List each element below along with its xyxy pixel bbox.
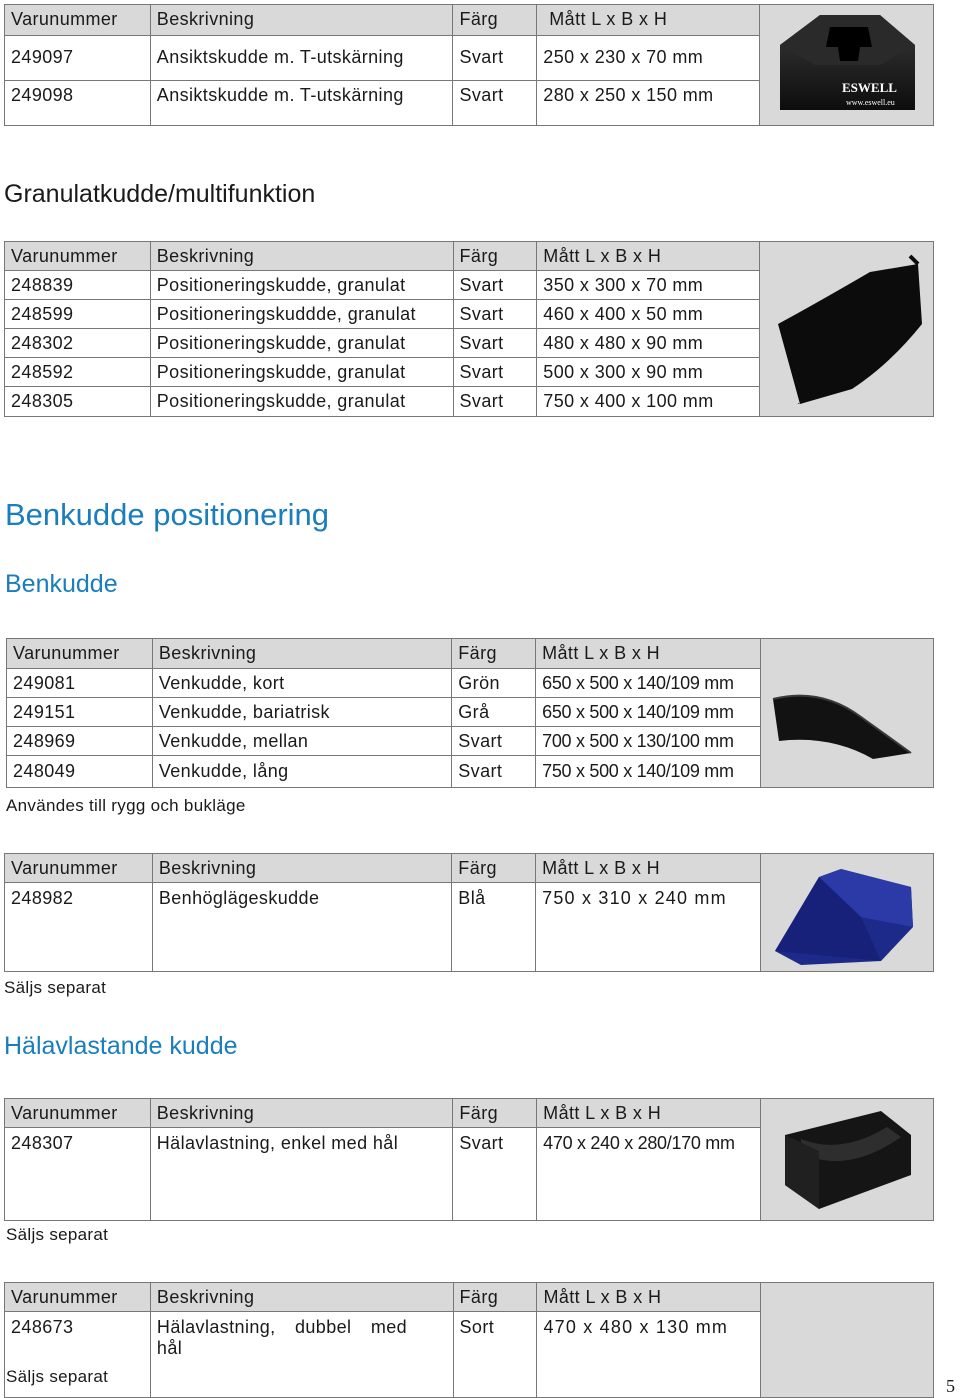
cell-nr: 248969 — [7, 727, 153, 756]
face-image-brand: ESWELL — [842, 80, 897, 95]
granulat-image-cell — [759, 242, 933, 417]
cell-nr: 249081 — [7, 669, 153, 698]
cell-desc: Venkudde, lång — [152, 756, 451, 788]
cell-desc: Positioneringskudde, granulat — [150, 329, 453, 358]
cell-desc: Benhöglägeskudde — [152, 883, 451, 972]
cell-color: Svart — [453, 329, 537, 358]
col-header-nr: Varunummer — [5, 242, 151, 271]
col-header-desc: Beskrivning — [150, 5, 453, 36]
cell-size: 460 x 400 x 50 mm — [537, 300, 760, 329]
cell-desc: Venkudde, kort — [152, 669, 451, 698]
cell-nr: 248599 — [5, 300, 151, 329]
table-header-row — [5, 854, 934, 883]
cell-nr: 248302 — [5, 329, 151, 358]
granulat-table — [4, 241, 934, 417]
cell-nr: 249097 — [5, 35, 151, 80]
col-header-desc: Beskrivning — [150, 1099, 453, 1128]
col-header-desc: Beskrivning — [152, 854, 451, 883]
cell-size: 280 x 250 x 150 mm — [537, 80, 760, 125]
cell-color: Svart — [453, 271, 537, 300]
hal2-note: Säljs separat — [6, 1367, 112, 1387]
cell-size: 750 x 400 x 100 mm — [537, 387, 760, 417]
cell-nr: 248839 — [5, 271, 151, 300]
section-title-granulat: Granulatkudde/multifunktion — [4, 180, 316, 208]
benhog-table — [4, 853, 934, 972]
col-header-desc: Beskrivning — [152, 639, 451, 669]
cell-desc: Hälavlastning, enkel med hål — [150, 1128, 453, 1221]
col-header-desc: Beskrivning — [150, 1283, 453, 1312]
cell-size: 470 x 240 x 280/170 mm — [537, 1128, 761, 1221]
cell-color: Blå — [452, 883, 536, 972]
table-header-row — [5, 1283, 934, 1312]
benkudde-table — [6, 638, 934, 788]
cell-desc: Ansiktskudde m. T-utskärning — [150, 35, 453, 80]
col-header-size: Mått L x B x H — [537, 242, 760, 271]
benhog-note: Säljs separat — [4, 978, 107, 997]
cell-size: 500 x 300 x 90 mm — [537, 358, 760, 387]
section-title-benkudde: Benkudde positionering — [5, 497, 330, 532]
hal-image-cell — [761, 1099, 934, 1221]
cell-color: Svart — [453, 35, 537, 80]
benkudde-image — [761, 663, 929, 763]
cell-color: Svart — [453, 80, 537, 125]
section-title-hal: Hälavlastande kudde — [4, 1032, 238, 1060]
col-header-nr: Varunummer — [7, 639, 153, 669]
col-header-color: Färg — [453, 5, 537, 36]
hal-table — [4, 1098, 934, 1221]
col-header-nr: Varunummer — [5, 854, 153, 883]
col-header-size: Mått L x B x H — [536, 854, 761, 883]
cell-desc: Ansiktskudde m. T-utskärning — [150, 80, 453, 125]
table-header-row — [5, 1099, 934, 1128]
cell-color: Svart — [452, 756, 536, 788]
cell-color: Svart — [453, 387, 537, 417]
cell-desc: Positioneringskudde, granulat — [150, 358, 453, 387]
benkudde-image-cell — [761, 639, 934, 788]
hal-image — [761, 1105, 929, 1215]
cell-desc: Positioneringskudde, granulat — [150, 271, 453, 300]
face-cushion-table — [4, 4, 934, 126]
cell-nr: 249098 — [5, 80, 151, 125]
col-header-size: Mått L x B x H — [536, 639, 761, 669]
cell-desc: Positioneringskuddde, granulat — [150, 300, 453, 329]
cell-size: 750 x 310 x 240 mm — [536, 883, 761, 972]
hal2-image-cell — [761, 1283, 934, 1398]
hal2-table — [4, 1282, 934, 1398]
col-header-size: Mått L x B x H — [537, 1283, 761, 1312]
cell-color: Svart — [453, 1128, 537, 1221]
benhog-image — [761, 857, 929, 969]
cell-desc: Venkudde, mellan — [152, 727, 451, 756]
cell-color: Grå — [452, 698, 536, 727]
col-header-nr: Varunummer — [5, 5, 151, 36]
benhog-image-cell — [760, 854, 933, 972]
table-header-row — [5, 242, 934, 271]
section-subtitle-benkudde: Benkudde — [5, 570, 118, 598]
cell-nr: 248592 — [5, 358, 151, 387]
cell-nr: 248049 — [7, 756, 153, 788]
col-header-color: Färg — [452, 639, 536, 669]
col-header-nr: Varunummer — [5, 1283, 151, 1312]
cell-color: Sort — [453, 1312, 537, 1398]
cell-size: 750 x 500 x 140/109 mm — [536, 756, 761, 788]
col-header-nr: Varunummer — [5, 1099, 151, 1128]
col-header-color: Färg — [453, 1283, 537, 1312]
cell-size: 250 x 230 x 70 mm — [537, 35, 760, 80]
col-header-color: Färg — [453, 1099, 537, 1128]
cell-size: 480 x 480 x 90 mm — [537, 329, 760, 358]
hal-note: Säljs separat — [6, 1225, 109, 1244]
page-number: 5 — [946, 1376, 955, 1396]
col-header-size: Mått L x B x H — [537, 5, 760, 36]
cell-size: 350 x 300 x 70 mm — [537, 271, 760, 300]
table-header-row — [7, 639, 934, 669]
cell-size: 700 x 500 x 130/100 mm — [536, 727, 761, 756]
cell-size: 650 x 500 x 140/109 mm — [536, 669, 761, 698]
cell-size: 470 x 480 x 130 mm — [537, 1312, 761, 1398]
cell-color: Grön — [452, 669, 536, 698]
cell-color: Svart — [453, 358, 537, 387]
cell-size: 650 x 500 x 140/109 mm — [536, 698, 761, 727]
cell-nr: 248305 — [5, 387, 151, 417]
face-cushion-image-cell — [760, 5, 934, 126]
col-header-size: Mått L x B x H — [537, 1099, 761, 1128]
cell-desc: Venkudde, bariatrisk — [152, 698, 451, 727]
col-header-color: Färg — [452, 854, 536, 883]
benkudde-note: Användes till rygg och bukläge — [6, 796, 246, 815]
cell-desc: Hälavlastning, dubbel med hål — [150, 1312, 453, 1398]
cell-color: Svart — [453, 300, 537, 329]
face-cushion-image — [760, 5, 930, 125]
table-header-row — [5, 5, 934, 36]
cell-nr: 248982 — [5, 883, 153, 972]
col-header-desc: Beskrivning — [150, 242, 453, 271]
granulat-image — [760, 254, 932, 404]
face-image-url: www.eswell.eu — [846, 98, 895, 107]
cell-nr: 249151 — [7, 698, 153, 727]
col-header-color: Färg — [453, 242, 537, 271]
cell-nr: 248673 — [5, 1312, 151, 1398]
cell-nr: 248307 — [5, 1128, 151, 1221]
cell-color: Svart — [452, 727, 536, 756]
cell-desc: Positioneringskudde, granulat — [150, 387, 453, 417]
